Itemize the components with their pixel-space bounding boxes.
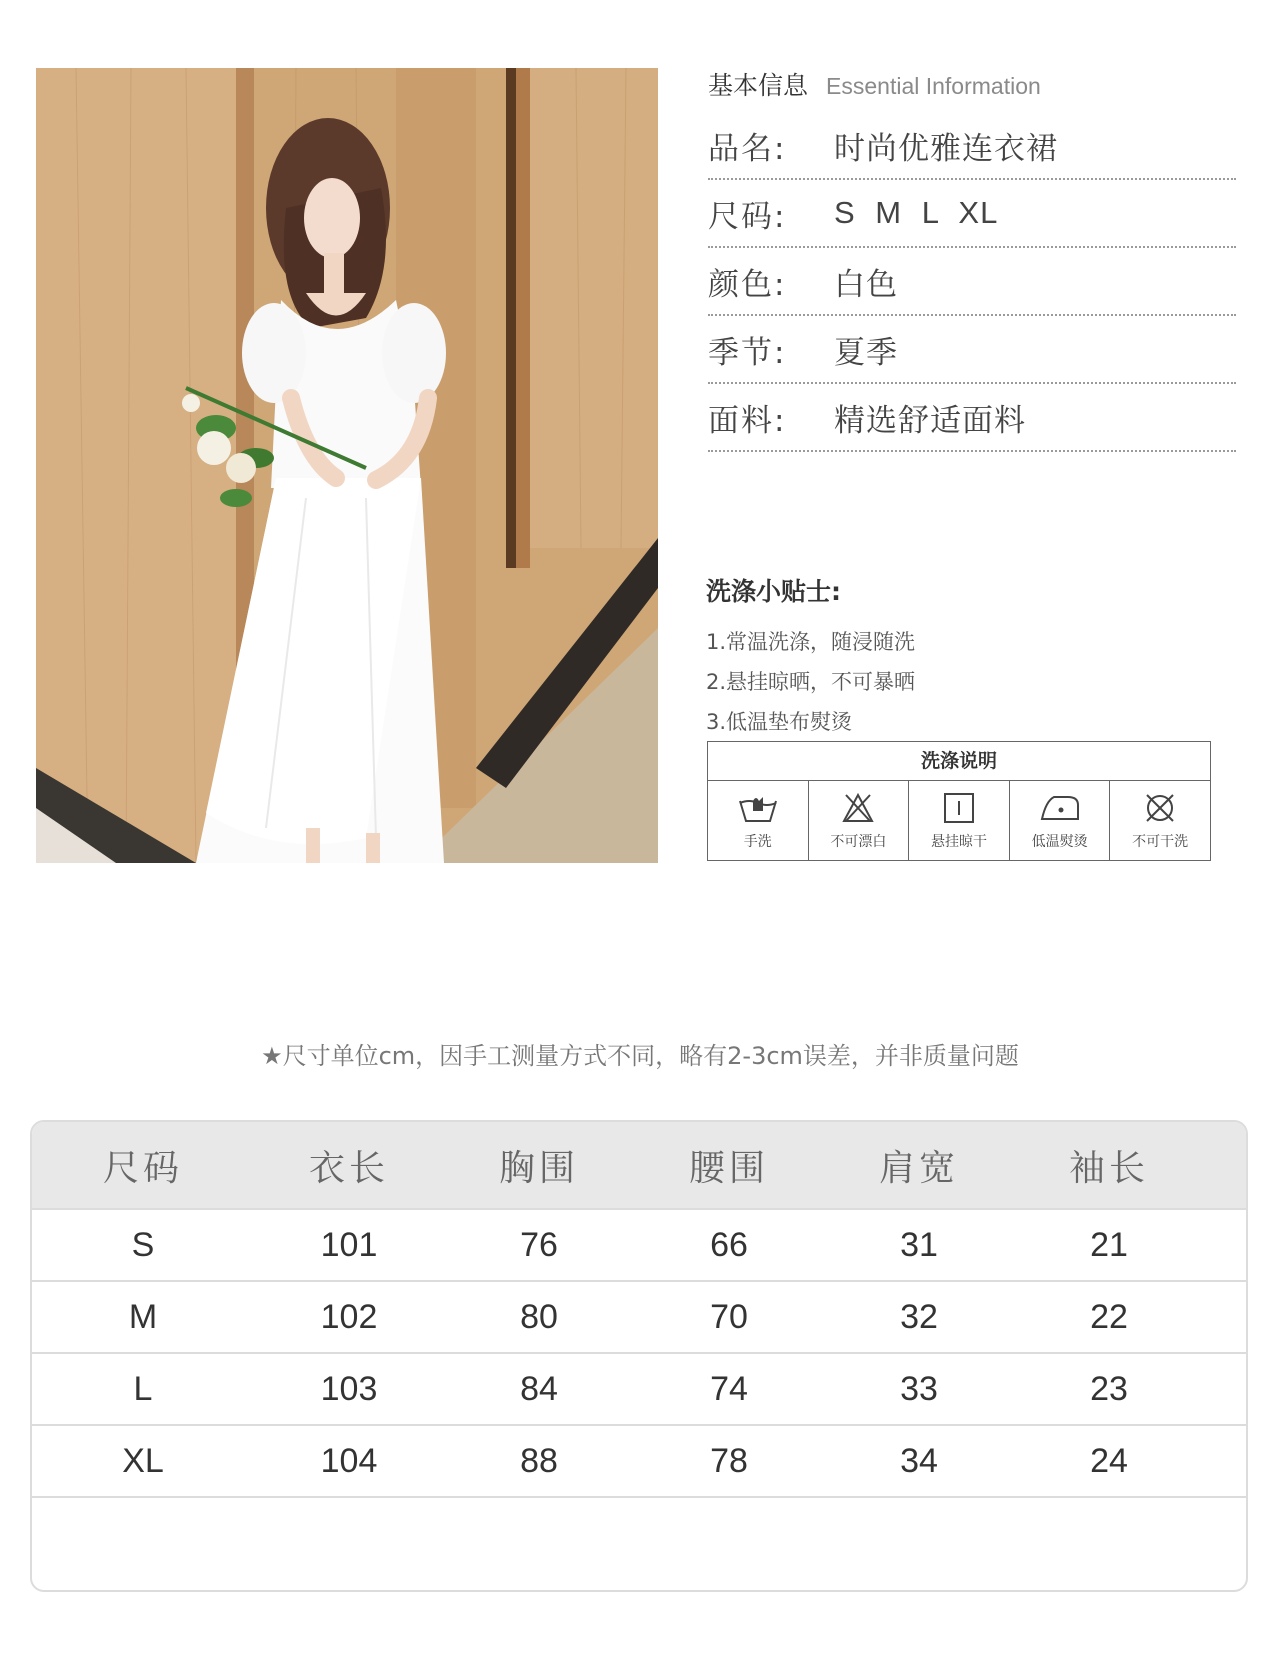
header-length: 衣长: [308, 1147, 389, 1189]
info-heading: [708, 66, 1236, 112]
info-label: 季节:: [708, 334, 787, 371]
table-empty-row: [32, 1496, 1246, 1578]
table-cell: 23: [1090, 1369, 1128, 1408]
care-label: 悬挂晾干: [930, 834, 987, 850]
care-label: 低温熨烫: [1031, 834, 1088, 850]
size-chart-table: [30, 1120, 1248, 1592]
info-value: 夏季: [834, 334, 898, 371]
info-row-fabric: [708, 384, 1236, 452]
wash-tips-title: 洗涤小贴士:: [706, 577, 841, 606]
essential-info: [708, 66, 1236, 452]
table-cell: 84: [520, 1369, 558, 1408]
info-value: 精选舒适面料: [834, 402, 1026, 439]
table-cell: 66: [710, 1225, 748, 1264]
table-cell: 103: [320, 1369, 378, 1408]
table-row: [32, 1352, 1246, 1424]
table-row: [32, 1208, 1246, 1280]
info-value: S M L XL: [834, 195, 999, 230]
no-dry-clean-icon: [1138, 791, 1182, 825]
table-cell: 104: [320, 1441, 378, 1480]
table-cell: 22: [1090, 1297, 1128, 1336]
info-row-season: [708, 316, 1236, 384]
table-cell: 80: [520, 1297, 558, 1336]
table-cell: 34: [900, 1441, 938, 1480]
info-value: 白色: [834, 266, 898, 303]
size-note: ★尺寸单位cm，因手工测量方式不同，略有2-3cm误差，并非质量问题: [261, 1042, 1019, 1070]
header-size: 尺码: [102, 1147, 183, 1189]
care-cell: [909, 781, 1010, 861]
table-cell: 78: [710, 1441, 748, 1480]
header-waist: 腰围: [688, 1147, 769, 1189]
care-instructions-table: [707, 741, 1211, 861]
care-title: 洗涤说明: [708, 742, 1210, 781]
info-row-color: [708, 248, 1236, 316]
table-cell: 76: [520, 1225, 558, 1264]
table-cell: 33: [900, 1369, 938, 1408]
info-heading-en: Essential Information: [826, 73, 1041, 99]
care-cell: [809, 781, 910, 861]
care-cell: [708, 781, 809, 861]
wash-tip-item: 3.低温垫布熨烫: [706, 710, 853, 734]
care-label: 手洗: [743, 834, 772, 850]
header-sleeve: 袖长: [1068, 1147, 1149, 1189]
table-cell: L: [133, 1369, 153, 1408]
hand-wash-icon: [736, 791, 780, 825]
info-label: 尺码:: [708, 198, 787, 235]
hang-dry-icon: [937, 791, 981, 825]
table-cell: 88: [520, 1441, 558, 1480]
info-label: 品名:: [708, 130, 787, 167]
table-cell: XL: [122, 1441, 164, 1480]
info-value: 时尚优雅连衣裙: [834, 130, 1058, 167]
no-bleach-icon: [836, 791, 880, 825]
wash-tips: [706, 572, 1226, 742]
info-row-size: [708, 180, 1236, 248]
table-cell: 32: [900, 1297, 938, 1336]
table-cell: S: [131, 1225, 155, 1264]
size-table-header: [32, 1122, 1246, 1208]
table-cell: 101: [320, 1225, 378, 1264]
table-row: [32, 1280, 1246, 1352]
table-cell: 21: [1090, 1225, 1128, 1264]
care-label: 不可干洗: [1132, 834, 1189, 850]
header-shoulder: 肩宽: [878, 1147, 959, 1189]
care-cell: [1110, 781, 1210, 861]
info-label: 颜色:: [708, 266, 787, 303]
table-cell: M: [128, 1297, 158, 1336]
wash-tip-item: 1.常温洗涤，随浸随洗: [706, 630, 916, 654]
table-cell: 31: [900, 1225, 938, 1264]
table-cell: 102: [320, 1297, 378, 1336]
info-heading-cn: 基本信息: [708, 71, 809, 100]
product-photo: [36, 68, 658, 863]
table-cell: 74: [710, 1369, 748, 1408]
header-bust: 胸围: [498, 1147, 579, 1189]
table-cell: 24: [1090, 1441, 1128, 1480]
info-row-name: [708, 112, 1236, 180]
wash-tip-item: 2.悬挂晾晒，不可暴晒: [706, 670, 916, 694]
info-label: 面料:: [708, 402, 787, 439]
low-iron-icon: [1038, 791, 1082, 825]
care-cell: [1010, 781, 1111, 861]
table-cell: 70: [710, 1297, 748, 1336]
table-row: [32, 1424, 1246, 1496]
care-label: 不可漂白: [830, 834, 887, 850]
